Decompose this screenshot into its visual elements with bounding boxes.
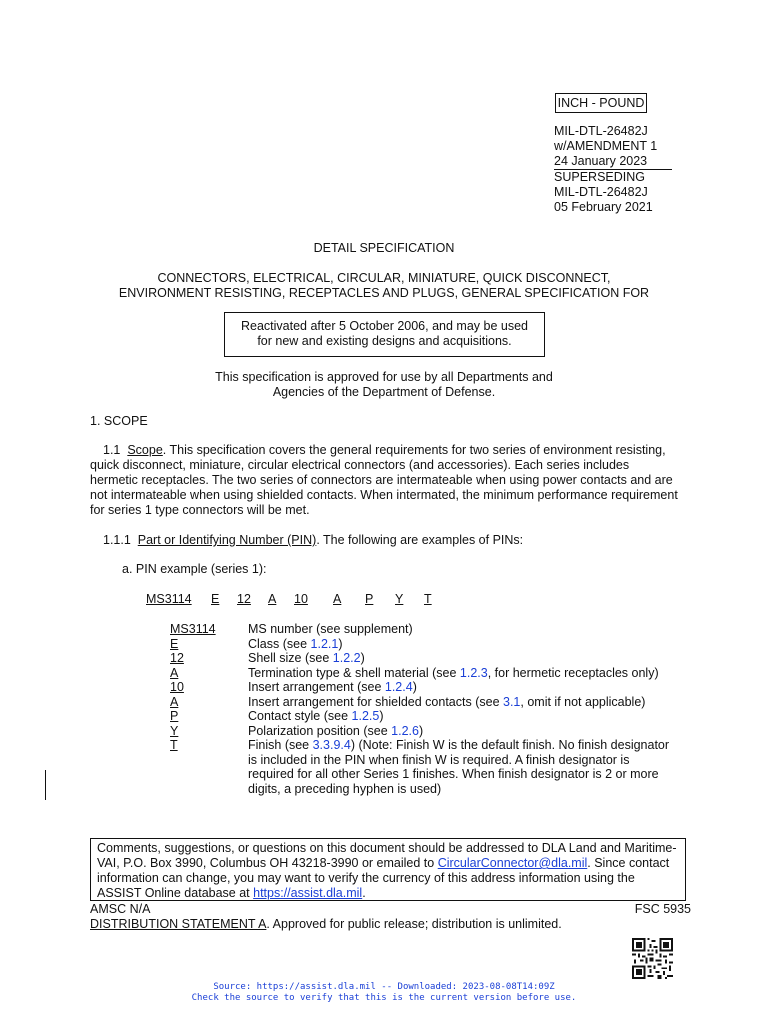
pin-part: T: [424, 592, 432, 606]
section-link[interactable]: 1.2.5: [351, 709, 380, 723]
approval-line1: This specification is approved for use by all Departments and: [215, 370, 553, 384]
amsc-line: [90, 902, 690, 916]
spec-title-line2: ENVIRONMENT RESISTING, RECEPTACLES AND PLUGS, GENERAL SPECIFICATION FOR: [118, 286, 650, 300]
legend-text: Contact style (see: [248, 709, 352, 723]
source-line: Source: https://assist.dla.mil -- Downloaded: 2023-08-08T14:09Z: [213, 982, 555, 992]
legend-code: A: [170, 694, 179, 709]
section-number: 1.1: [103, 443, 121, 457]
legend-text: Termination type & shell material (see: [248, 665, 460, 680]
legend-text: ): [379, 709, 384, 723]
pin-part: 12: [237, 592, 251, 606]
scope-text: . This specification covers the general requirements for two series of environment resisting, quick disconnect, miniature, circular electrical connectors (and accessories). Each series includes hermetic receptacles. The two series of connectors are intermateable when using power contacts and are not intermateable when using shielded contacts. When intermated, the minimum performance requirement for series 1 type connectors will be met.: [90, 443, 678, 517]
legend-row: [170, 651, 678, 666]
superseded-number: MIL-DTL-26482J: [554, 185, 648, 199]
pin-part: 10: [294, 592, 308, 606]
pin-part: A: [333, 592, 342, 606]
legend-row: [170, 622, 678, 637]
approval-statement: [0, 370, 768, 400]
superseded-date: 05 February 2021: [554, 200, 653, 214]
spec-title-line1: CONNECTORS, ELECTRICAL, CIRCULAR, MINIATURE, QUICK DISCONNECT,: [157, 271, 611, 285]
legend-text: Finish (see: [248, 738, 313, 752]
document-info: [554, 124, 672, 215]
distribution-label: DISTRIBUTION STATEMENT A: [90, 917, 267, 931]
legend-text: Polarization position (see: [248, 723, 392, 738]
section-number: 1.1.1: [103, 533, 131, 547]
section-link[interactable]: 1.2.4: [384, 680, 413, 694]
pin-paragraph: [90, 533, 680, 548]
amendment: w/AMENDMENT 1: [554, 139, 658, 153]
superseding-label: SUPERSEDING: [554, 170, 645, 184]
legend-text: Class (see: [248, 636, 311, 651]
section-link[interactable]: 1.2.3: [459, 665, 488, 680]
fsc-label: FSC 5935: [634, 902, 691, 916]
legend-row: [170, 709, 678, 724]
pin-part: A: [268, 592, 277, 606]
comments-box: [90, 838, 686, 901]
legend-row: [170, 738, 678, 796]
legend-text: ): [338, 636, 343, 651]
legend-text: ): [360, 651, 365, 665]
legend-code: MS3114: [170, 622, 216, 636]
section-link[interactable]: 3.3.9.4: [312, 738, 351, 752]
legend-code: E: [170, 636, 179, 651]
approval-line2: Agencies of the Department of Defense.: [272, 385, 496, 399]
pin-label: Part or Identifying Number (PIN): [137, 533, 317, 547]
qr-code-icon: [632, 938, 673, 979]
doc-date: 24 January 2023: [554, 154, 672, 170]
pin-part: E: [211, 592, 220, 606]
spec-type: DETAIL SPECIFICATION: [313, 241, 455, 255]
distribution-text: . Approved for public release; distribution is unlimited.: [266, 917, 562, 931]
scope-heading: 1. SCOPE: [90, 414, 148, 428]
pin-legend: [170, 622, 678, 796]
legend-row: [170, 666, 678, 681]
legend-row: [170, 724, 678, 739]
legend-row: [170, 680, 678, 695]
reactivated-line1: Reactivated after 5 October 2006, and may be used: [241, 319, 528, 333]
source-stamp: [0, 982, 768, 1004]
legend-text: ): [418, 723, 424, 738]
text-cursor: [45, 770, 46, 800]
comments-text: .: [362, 886, 366, 900]
comments-text: Comments, suggestions, or questions on this document should be addressed to DLA Land and Maritime-VAI, P.O. Box 3990, Columbus OH 43218-3990 or emailed to: [97, 841, 677, 870]
assist-link[interactable]: https://assist.dla.mil: [253, 886, 363, 900]
distribution-statement: [90, 917, 562, 931]
check-line: Check the source to verify that this is the current version before use.: [191, 993, 577, 1003]
legend-code: Y: [170, 723, 179, 738]
reactivated-notice: [224, 312, 545, 357]
legend-text: , omit if not applicable): [520, 694, 646, 709]
legend-text: ) (Note: Finish W is the default finish. No finish designator is included in the PIN when finish W is required. A finish designator is required for all other Series 1 finishes. When finish designator is 2 or more digits, a preceding hyphen is used): [248, 738, 670, 796]
legend-code: P: [170, 709, 179, 723]
pin-text: . The following are examples of PINs:: [316, 533, 524, 547]
legend-code: 12: [170, 651, 184, 665]
reactivated-line2: for new and existing designs and acquisitions.: [257, 334, 512, 348]
legend-code: A: [170, 665, 179, 680]
pin-part: P: [365, 592, 374, 606]
legend-row: [170, 695, 678, 710]
legend-text: , for hermetic receptacles only): [487, 665, 659, 680]
pin-part: MS3114: [146, 592, 192, 606]
legend-text: Shell size (see: [248, 651, 333, 665]
amsc-label: AMSC N/A: [90, 902, 151, 916]
legend-text: MS number (see supplement): [248, 622, 413, 636]
pin-example-row: [0, 592, 768, 608]
legend-code: T: [170, 738, 178, 752]
legend-row: [170, 637, 678, 652]
spec-title: [0, 271, 768, 301]
pin-part: Y: [395, 592, 404, 606]
section-link[interactable]: 3.1: [503, 694, 521, 709]
scope-label: Scope: [127, 443, 163, 457]
legend-text: ): [412, 680, 417, 694]
inch-pound-label: INCH - POUND: [555, 93, 647, 113]
section-link[interactable]: 1.2.6: [391, 723, 419, 738]
doc-number: MIL-DTL-26482J: [554, 124, 648, 138]
legend-text: Insert arrangement (see: [248, 680, 385, 694]
section-link[interactable]: 1.2.2: [332, 651, 361, 665]
email-link[interactable]: CircularConnector@dla.mil: [437, 856, 588, 870]
section-link[interactable]: 1.2.1: [310, 636, 339, 651]
legend-text: Insert arrangement for shielded contacts (see: [248, 694, 503, 709]
scope-paragraph: [90, 443, 680, 518]
comments-text: . Since contact information can change, you may want to verify the currency of this address information using the ASSIST Online database at: [97, 856, 670, 900]
pin-example-label: a. PIN example (series 1):: [122, 562, 267, 576]
legend-code: 10: [170, 680, 184, 694]
